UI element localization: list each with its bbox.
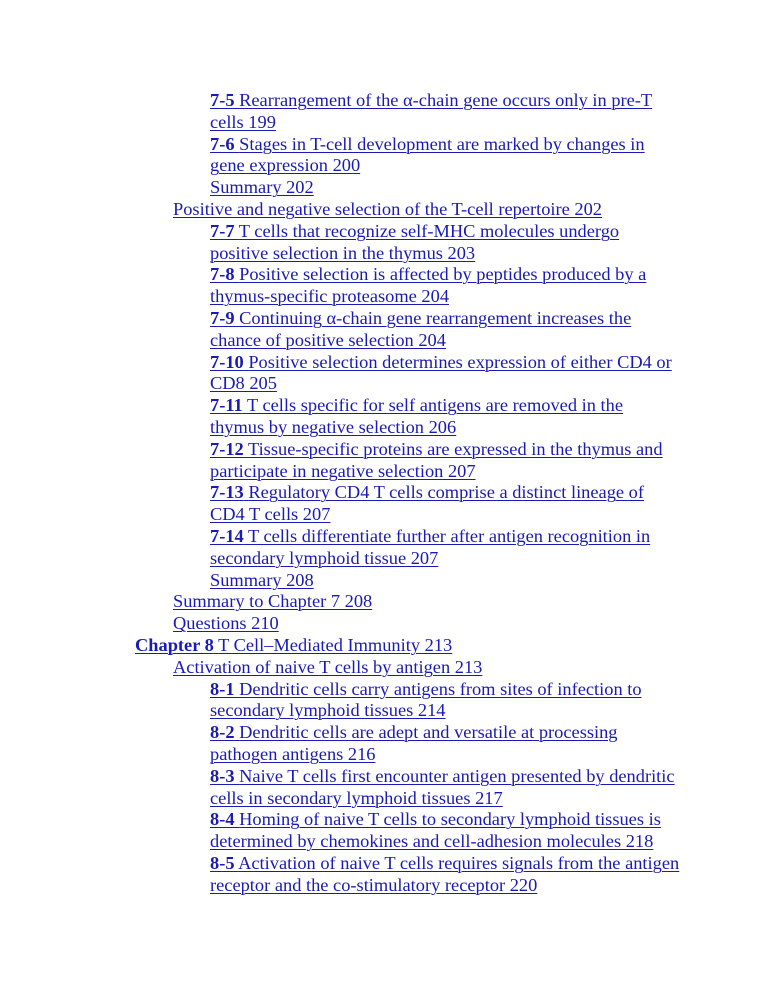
section-number: 7-7 (210, 220, 235, 241)
toc-entry-7-14[interactable] (0, 526, 680, 570)
section-number: 8-4 (210, 809, 235, 830)
section-title: T cells specific for self antigens are removed in the thymus by negative selection 206 (210, 395, 623, 437)
section-number: 7-11 (210, 395, 243, 416)
toc-entry-7-12[interactable] (0, 439, 680, 483)
toc-entry-8-4[interactable] (0, 809, 680, 853)
toc-entry-questions[interactable] (0, 613, 693, 635)
toc-entry-activation-naive-t-cells[interactable] (0, 657, 693, 679)
toc-entry-8-5[interactable] (0, 853, 680, 897)
section-number: 7-13 (210, 482, 244, 503)
section-number: 8-3 (210, 765, 235, 786)
toc-entry-7-13[interactable] (0, 482, 680, 526)
section-title: Tissue-specific proteins are expressed in the thymus and participate in negative selection 207 (210, 438, 663, 481)
section-title: Dendritic cells are adept and versatile at processing pathogen antigens 216 (210, 722, 618, 764)
toc-entry-7-6[interactable] (0, 134, 680, 178)
section-title: Questions 210 (173, 613, 279, 634)
toc-entry-chapter-8[interactable] (0, 635, 695, 657)
section-title: T cells differentiate further after antigen recognition in secondary lymphoid tissue 207 (210, 525, 651, 568)
section-title: Stages in T-cell development are marked by changes in gene expression 200 (210, 133, 645, 176)
chapter-label: Chapter 8 (135, 634, 214, 655)
section-title: Regulatory CD4 T cells comprise a distinct lineage of CD4 T cells 207 (210, 482, 644, 525)
section-number: 7-6 (210, 133, 235, 154)
section-title: Summary to Chapter 7 208 (173, 591, 373, 612)
section-number: 8-1 (210, 678, 235, 699)
section-title: Positive selection determines expression of either CD4 or CD8 205 (210, 351, 672, 394)
toc-entry-summary-202[interactable] (0, 177, 680, 199)
toc-entry-7-5[interactable] (0, 90, 680, 134)
section-title: Rearrangement of the α-chain gene occurs only in pre-T cells 199 (210, 90, 653, 132)
section-number: 7-9 (210, 307, 235, 328)
section-title: T cells that recognize self-MHC molecules undergo positive selection in the thymus 203 (210, 220, 620, 263)
toc-entry-8-2[interactable] (0, 722, 680, 766)
toc-entry-summary-208[interactable] (0, 570, 680, 592)
chapter-title: T Cell–Mediated Immunity 213 (218, 634, 453, 655)
section-title: Positive and negative selection of the T-cell repertoire 202 (173, 198, 602, 219)
toc-entry-summary-chapter-7[interactable] (0, 591, 693, 613)
section-number: 7-5 (210, 90, 235, 110)
section-title: Homing of naive T cells to secondary lymphoid tissues is determined by chemokines and cell-adhesion molecules 218 (210, 809, 661, 852)
toc-entry-8-3[interactable] (0, 766, 680, 810)
section-title: Activation of naive T cells requires signals from the antigen receptor and the co-stimulatory receptor 220 (210, 852, 680, 895)
section-number: 8-2 (210, 722, 235, 743)
section-title: Continuing α-chain gene rearrangement increases the chance of positive selection 204 (210, 307, 632, 350)
section-number: 7-8 (210, 264, 235, 285)
toc-entry-7-11[interactable] (0, 395, 680, 439)
section-title: Activation of naive T cells by antigen 213 (173, 656, 483, 677)
table-of-contents (0, 90, 772, 896)
section-title: Positive selection is affected by peptides produced by a thymus-specific proteasome 204 (210, 264, 647, 307)
section-title: Naive T cells first encounter antigen presented by dendritic cells in secondary lymphoid tissues 217 (210, 765, 675, 808)
section-number: 8-5 (210, 852, 235, 873)
section-title: Summary 202 (210, 177, 314, 198)
toc-entry-8-1[interactable] (0, 679, 680, 723)
toc-entry-positive-negative-selection[interactable] (0, 199, 693, 221)
section-number: 7-10 (210, 351, 244, 372)
section-title: Summary 208 (210, 569, 314, 590)
toc-entry-7-9[interactable] (0, 308, 680, 352)
toc-entry-7-10[interactable] (0, 352, 680, 396)
toc-entry-7-8[interactable] (0, 264, 680, 308)
section-number: 7-12 (210, 438, 244, 459)
toc-entry-7-7[interactable] (0, 221, 680, 265)
section-title: Dendritic cells carry antigens from sites of infection to secondary lymphoid tissues 214 (210, 678, 642, 721)
section-number: 7-14 (210, 525, 244, 546)
